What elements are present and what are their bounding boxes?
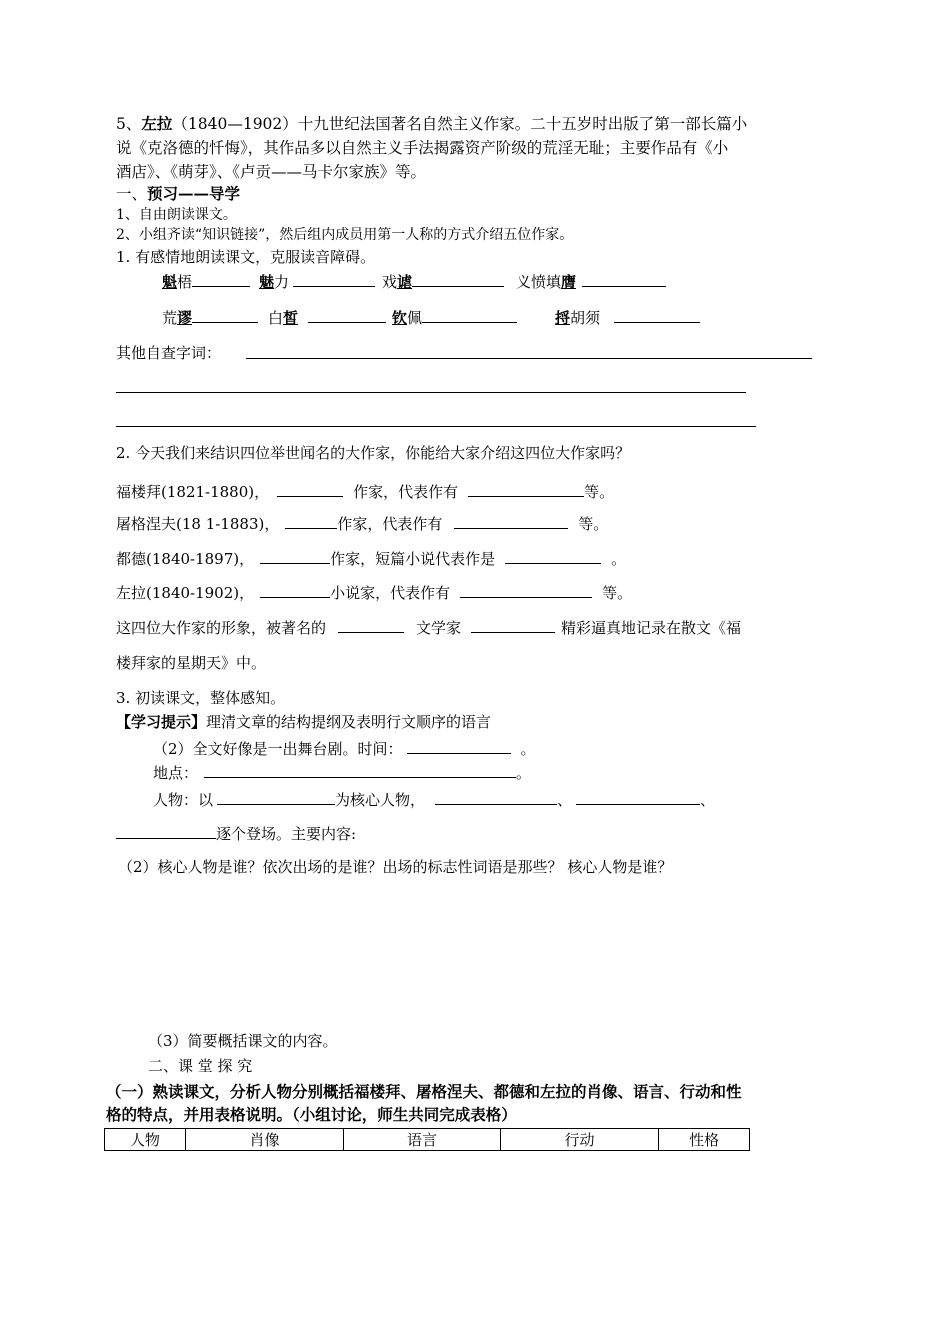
answer-blank[interactable] <box>460 582 592 598</box>
answer-blank[interactable] <box>260 582 330 598</box>
answer-blank[interactable] <box>192 307 258 323</box>
q2-core-question: （2）核心人物是谁？依次出场的是谁？出场的标志性词语是那些？ 核心人物是谁？ <box>118 858 673 876</box>
author-flaubert: 福楼拜(1821-1880)， 作家，代表作有 等。 <box>116 483 615 501</box>
answer-blank[interactable] <box>582 271 666 287</box>
authors-title: 2. 今天我们来结识四位举世闻名的大作家，你能给大家介绍这四位大作家吗？ <box>116 444 631 462</box>
table-header-row <box>105 1129 750 1151</box>
zola-name: 左拉 <box>141 114 173 133</box>
character-table <box>104 1128 750 1151</box>
answer-blank[interactable] <box>338 617 404 633</box>
answer-blank[interactable] <box>407 738 511 754</box>
pron-row2-item4: 捋胡须 <box>543 307 700 328</box>
pronunciation-title: 1. 有感情地朗读课文，克服读音障碍。 <box>116 248 376 266</box>
zola-line-3: 酒店》、《萌芽》、《卢贡——马卡尔家族》等。 <box>116 163 427 181</box>
answer-blank[interactable] <box>468 481 584 497</box>
other-words-label: 其他自查字词： <box>116 344 222 362</box>
answer-blank[interactable] <box>217 789 335 805</box>
answer-blank[interactable] <box>435 789 557 805</box>
answer-blank[interactable] <box>471 617 555 633</box>
answer-blank[interactable] <box>505 548 601 564</box>
answer-blank[interactable] <box>454 513 568 529</box>
table-header-cell: 语言 <box>344 1129 501 1151</box>
zola-line-2: 说《克洛德的忏悔》，其作品多以自然主义手法揭露资产阶级的荒淫无耻；主要作品有《小 <box>116 139 729 157</box>
zola-line-1: 5、左拉（1840—1902）十九世纪法国著名自然主义作家。二十五岁时出版了第一部长篇小 <box>116 114 748 133</box>
table-header-cell: 人物 <box>105 1129 186 1151</box>
answer-blank[interactable] <box>277 481 343 497</box>
answer-blank[interactable] <box>576 789 700 805</box>
q2-time: （2）全文好像是一出舞台剧。时间： 。 <box>153 740 536 758</box>
pron-row2-item3: 钦佩 <box>392 307 517 328</box>
answer-line[interactable] <box>116 392 746 393</box>
answer-blank[interactable] <box>204 762 516 778</box>
pron-row1-item2: 魅力 <box>259 271 375 292</box>
section1-item2: 2、小组齐读“知识链接”，然后组内成员用第一人称的方式介绍五位作家。 <box>116 227 574 243</box>
study-tip: 【学习提示】理清文章的结构提纲及表明行文顺序的语言 <box>116 713 492 731</box>
answer-blank[interactable] <box>614 307 700 323</box>
author-zola: 左拉(1840-1902)， 小说家，代表作有 等。 <box>116 584 633 602</box>
q2-order: 逐个登场。主要内容: <box>116 823 356 844</box>
pron-row1-item1: 魁梧 <box>162 271 250 292</box>
answer-blank[interactable] <box>116 823 216 839</box>
reading-title: 3. 初读课文，整体感知。 <box>116 689 286 707</box>
section2-heading: 二、课 堂 探 究 <box>148 1057 253 1075</box>
answer-line[interactable] <box>116 426 756 427</box>
author-daudet: 都德(1840-1897)， 作家，短篇小说代表作是 。 <box>116 550 627 568</box>
authors-recorder-2: 楼拜家的星期天》中。 <box>116 654 267 672</box>
pron-row1-item4: 义愤填膺 <box>516 271 666 292</box>
authors-recorder: 这四位大作家的形象，被著名的 文学家 精彩逼真地记录在散文《福 <box>116 619 742 637</box>
q2-place: 地点： 。 <box>153 764 532 782</box>
pron-row2-item1: 荒谬 <box>162 307 258 328</box>
answer-blank[interactable] <box>293 271 375 287</box>
table-header-cell: 行动 <box>500 1129 658 1151</box>
section1-heading: 一、预习——导学 <box>116 184 241 203</box>
section2-task-line-2: 格的特点，并用表格说明。（小组讨论，师生共同完成表格） <box>106 1105 517 1124</box>
table-header-cell: 性格 <box>659 1129 750 1151</box>
table-header-cell: 肖像 <box>185 1129 343 1151</box>
answer-blank[interactable] <box>285 513 337 529</box>
author-turgenev: 屠格涅夫(18 1-1883)， 作家，代表作有 等。 <box>116 515 609 533</box>
answer-blank[interactable] <box>260 548 330 564</box>
section2-task-line-1: （一）熟读课文，分析人物分别概括福楼拜、屠格涅夫、都德和左拉的肖像、语言、行动和性 <box>106 1082 742 1101</box>
q3-summary: （3）简要概括课文的内容。 <box>148 1032 338 1050</box>
section1-item1: 1、自由朗读课文。 <box>116 207 237 223</box>
q2-people: 人物：以 为核心人物， 、 、 <box>153 791 716 809</box>
answer-blank[interactable] <box>192 271 250 287</box>
pron-row2-item2: 白皙 <box>268 307 386 328</box>
pron-row1-item3: 戏谑 <box>382 271 504 292</box>
answer-blank[interactable] <box>308 307 386 323</box>
answer-line[interactable] <box>246 358 812 359</box>
answer-blank[interactable] <box>422 307 517 323</box>
answer-blank[interactable] <box>412 271 504 287</box>
